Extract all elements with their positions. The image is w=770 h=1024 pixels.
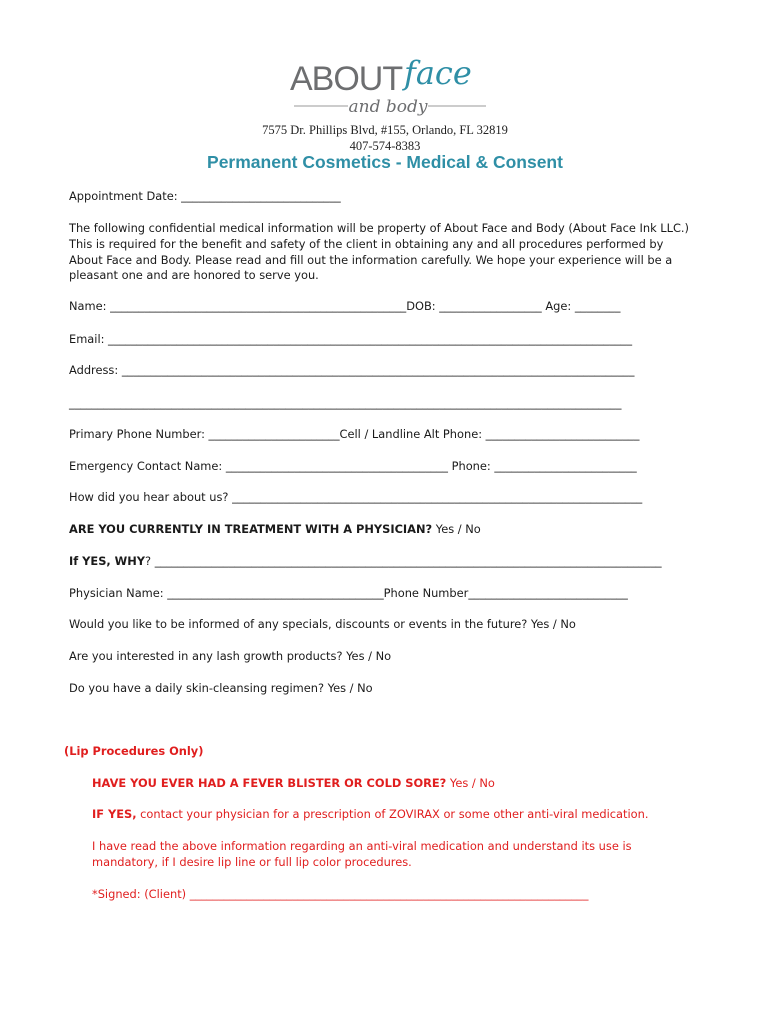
- if-yes-text: contact your physician for a prescription of ZOVIRAX or some other anti-viral medication.: [136, 807, 649, 821]
- skin-cleansing-question[interactable]: Do you have a daily skin-cleansing regimen? Yes / No: [69, 681, 373, 695]
- lip-procedures-heading: (Lip Procedures Only): [64, 744, 204, 758]
- emergency-contact-field[interactable]: Emergency Contact Name: _______________________________________ Phone: _________________________: [69, 459, 637, 473]
- clinic-phone: 407-574-8383: [349, 139, 421, 153]
- physician-treatment-question[interactable]: [69, 522, 481, 536]
- physician-question-text: ARE YOU CURRENTLY IN TREATMENT WITH A PHYSICIAN?: [69, 522, 433, 536]
- fever-blister-question[interactable]: [92, 776, 495, 790]
- physician-why-field[interactable]: [69, 554, 662, 568]
- logo-face-text: face: [404, 54, 472, 92]
- why-label: If YES, WHY: [69, 554, 146, 568]
- about-face-logo: [286, 54, 492, 126]
- clinic-address: 7575 Dr. Phillips Blvd, #155, Orlando, FL 32819: [262, 123, 508, 137]
- fever-question-options[interactable]: Yes / No: [446, 776, 495, 790]
- antiviral-acknowledgement: I have read the above information regarding an anti-viral medication and understand its use is mandatory, if I desire lip line or full lip color procedures.: [92, 839, 632, 869]
- why-blank[interactable]: ? _________________________________________________________________________________________: [145, 554, 662, 568]
- page-title: Permanent Cosmetics - Medical & Consent: [207, 152, 563, 172]
- intro-paragraph: The following confidential medical information will be property of About Face and Body (About Face Ink LLC.) This is required for the benefit and safety of the client in obtaining any and all procedures performed by About Face and Body. Please read and fill out the information carefully. We hope your experience will be a pleasant one and are honored to serve you.: [69, 221, 689, 283]
- physician-name-field[interactable]: Physician Name: ______________________________________Phone Number____________________________: [69, 586, 628, 600]
- logo-body-text: and body: [348, 97, 428, 117]
- logo-about-text: ABOUT: [290, 60, 403, 98]
- client-signature-field[interactable]: *Signed: (Client) ______________________________________________________________________: [92, 887, 589, 901]
- appointment-date-field[interactable]: Appointment Date: ____________________________: [69, 189, 341, 203]
- fever-question-text: HAVE YOU EVER HAD A FEVER BLISTER OR COLD SORE?: [92, 776, 447, 790]
- email-field[interactable]: Email: ____________________________________________________________________________________________: [69, 332, 633, 346]
- referral-source-field[interactable]: How did you hear about us? ________________________________________________________________________: [69, 490, 643, 504]
- name-dob-age-field[interactable]: Name: ____________________________________________________DOB: __________________ Age: ________: [69, 299, 621, 313]
- if-yes-label: IF YES,: [92, 807, 137, 821]
- specials-question[interactable]: Would you like to be informed of any specials, discounts or events in the future? Yes / No: [69, 617, 576, 631]
- address-field-line2[interactable]: _________________________________________________________________________________________________: [69, 396, 622, 410]
- physician-question-options[interactable]: Yes / No: [432, 522, 481, 536]
- lash-question[interactable]: Are you interested in any lash growth products? Yes / No: [69, 649, 392, 663]
- phone-fields[interactable]: Primary Phone Number: _______________________Cell / Landline Alt Phone: ___________________________: [69, 427, 640, 441]
- address-field[interactable]: Address: __________________________________________________________________________________________: [69, 363, 635, 377]
- if-yes-instruction: [92, 807, 648, 821]
